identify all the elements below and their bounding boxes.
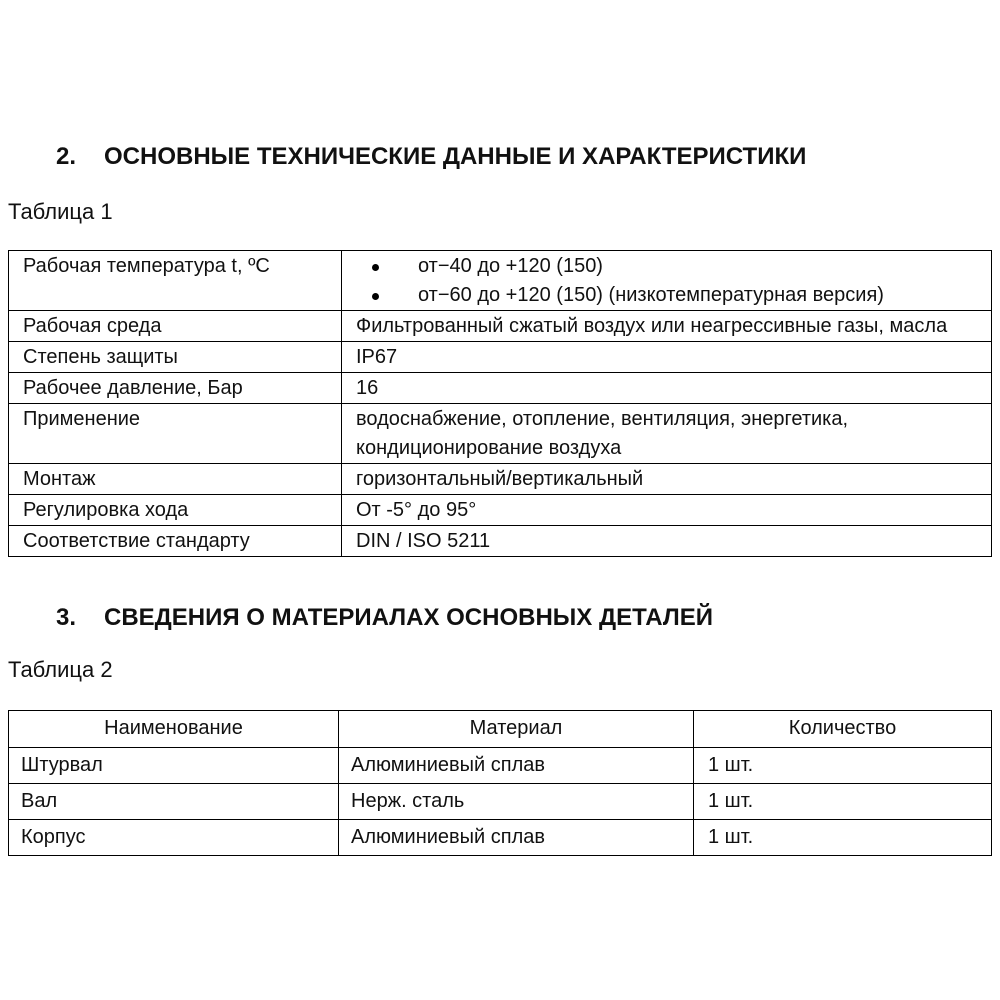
section-3-heading: [56, 604, 713, 632]
part-name: Вал: [9, 784, 339, 820]
column-header-name: Наименование: [9, 711, 339, 748]
part-name: Корпус: [9, 820, 339, 856]
table-row: [9, 311, 992, 342]
materials-table: [8, 710, 992, 856]
param-label: Степень защиты: [9, 342, 342, 373]
table-row: [9, 526, 992, 557]
section-2-heading: [56, 143, 806, 171]
param-label: Применение: [9, 404, 342, 464]
param-label: Монтаж: [9, 464, 342, 495]
part-material: Алюминиевый сплав: [339, 820, 694, 856]
param-label: Рабочая среда: [9, 311, 342, 342]
list-item: от−60 до +120 (150) (низкотемпературная версия): [356, 281, 983, 310]
part-material: Нерж. сталь: [339, 784, 694, 820]
table-row: [9, 820, 992, 856]
section-title: ОСНОВНЫЕ ТЕХНИЧЕСКИЕ ДАННЫЕ И ХАРАКТЕРИСТИКИ: [104, 143, 807, 170]
spec-table: [8, 250, 992, 557]
param-value: горизонтальный/вертикальный: [342, 464, 992, 495]
column-header-material: Материал: [339, 711, 694, 748]
param-value: [342, 251, 992, 311]
param-value: DIN / ISO 5211: [342, 526, 992, 557]
table-row: [9, 251, 992, 311]
table-row: [9, 464, 992, 495]
param-value: IP67: [342, 342, 992, 373]
part-name: Штурвал: [9, 748, 339, 784]
section-number: 2.: [56, 143, 77, 170]
param-value: Фильтрованный сжатый воздух или неагрессивные газы, масла: [342, 311, 992, 342]
param-label: Рабочая температура t, ºС: [9, 251, 342, 311]
param-label: Регулировка хода: [9, 495, 342, 526]
part-quantity: 1 шт.: [694, 820, 992, 856]
section-number: 3.: [56, 604, 77, 631]
param-value: От -5° до 95°: [342, 495, 992, 526]
part-material: Алюминиевый сплав: [339, 748, 694, 784]
table-row: [9, 404, 992, 464]
param-value: водоснабжение, отопление, вентиляция, энергетика, кондиционирование воздуха: [342, 404, 992, 464]
table-row: [9, 495, 992, 526]
section-title: СВЕДЕНИЯ О МАТЕРИАЛАХ ОСНОВНЫХ ДЕТАЛЕЙ: [104, 604, 713, 631]
part-quantity: 1 шт.: [694, 748, 992, 784]
column-header-quantity: Количество: [694, 711, 992, 748]
table-row: [9, 748, 992, 784]
list-item: от−40 до +120 (150): [356, 252, 983, 281]
table-row: [9, 784, 992, 820]
param-value: 16: [342, 373, 992, 404]
table-1-caption: Таблица 1: [8, 199, 113, 224]
table-row: [9, 342, 992, 373]
param-label: Рабочее давление, Бар: [9, 373, 342, 404]
table-2-caption: Таблица 2: [8, 657, 113, 682]
part-quantity: 1 шт.: [694, 784, 992, 820]
bullet-list: [356, 252, 983, 310]
table-header-row: [9, 711, 992, 748]
param-label: Соответствие стандарту: [9, 526, 342, 557]
table-row: [9, 373, 992, 404]
